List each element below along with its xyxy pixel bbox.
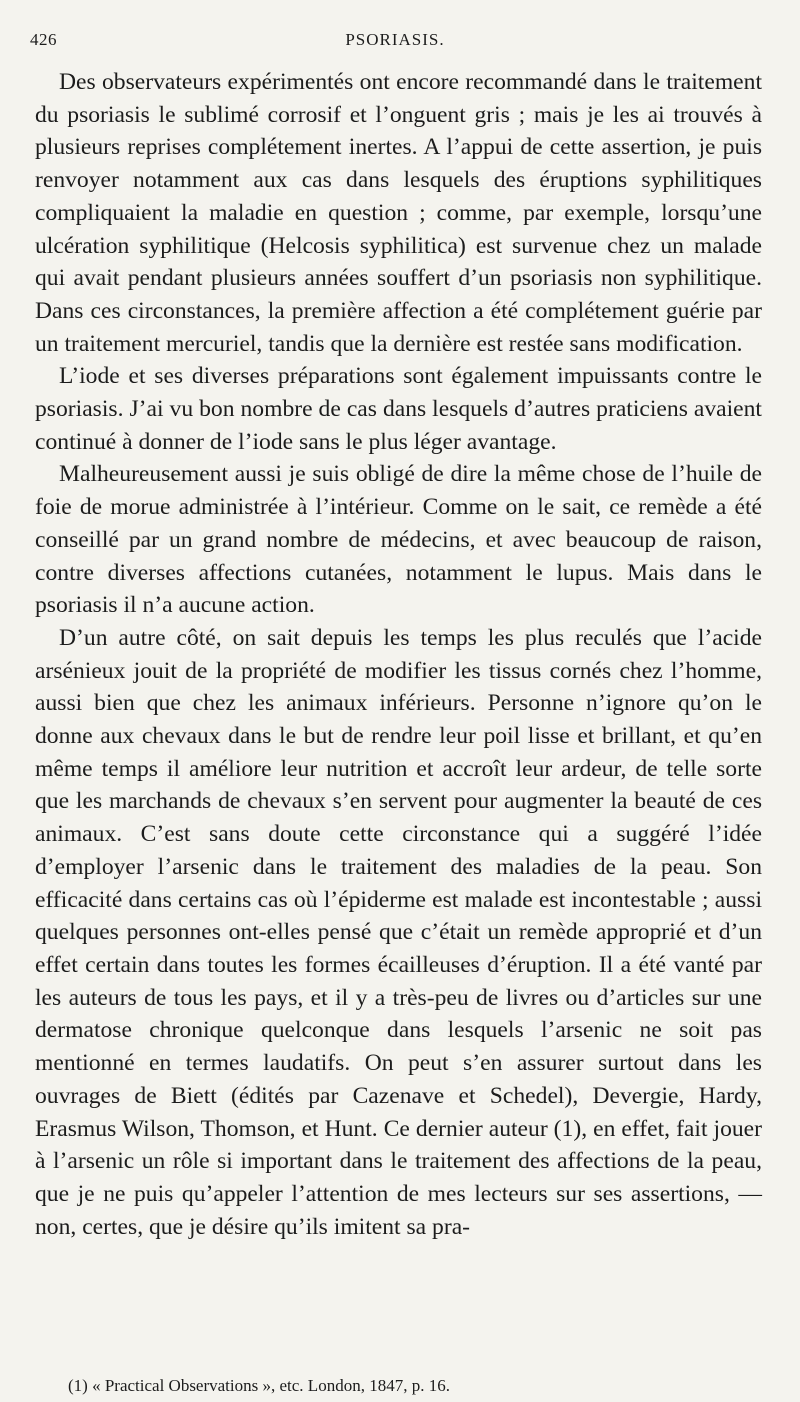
page-number: 426: [30, 30, 57, 49]
running-head: [30, 30, 760, 54]
paragraph: D’un autre côté, on sait depuis les temps les plus reculés que l’acide arsénieux jouit de la propriété de modifier les tissus cornés chez l’homme, aussi bien que chez les animaux inférieurs. Personne n’ignore qu’on le donne aux chevaux dans le but de rendre leur poil lisse et brillant, et qu’en même temps il améliore leur nutrition et accroît leur ardeur, de telle sorte que les marchands de chevaux s’en servent pour augmenter la beauté de ces animaux. C’est sans doute cette circonstance qui a suggéré l’idée d’employer l’arsenic dans le traitement des maladies de la peau. Son efficacité dans certains cas où l’épiderme est malade est incontestable ; aussi quelques personnes ont-elles pensé que c’était un remède approprié et d’un effet certain dans toutes les formes écailleuses d’éruption. Il a été vanté par les auteurs de tous les pays, et il y a très-peu de livres ou d’articles sur une dermatose chronique quelconque dans lesquels l’arsenic ne soit pas mentionné en termes laudatifs. On peut s’en assurer surtout dans les ouvrages de Biett (édités par Cazenave et Schedel), Devergie, Hardy, Erasmus Wilson, Thomson, et Hunt. Ce dernier auteur (1), en effet, fait jouer à l’arsenic un rôle si important dans le traitement des affections de la peau, que je ne puis qu’appeler l’attention de mes lecteurs sur ses assertions, — non, certes, que je désire qu’ils imitent sa pra-: [35, 624, 762, 1240]
paragraph: Malheureusement aussi je suis obligé de dire la même chose de l’huile de foie de morue administrée à l’intérieur. Comme on le sait, ce remède a été conseillé par un grand nombre de médecins, et avec beaucoup de raison, contre diverses affections cutanées, notamment le lupus. Mais dans le psoriasis il n’a aucune action.: [35, 461, 762, 619]
paragraph: L’iode et ses diverses préparations sont également impuissants contre le psoriasis. J’ai vu bon nombre de cas dans lesquels d’autres praticiens avaient continué à donner de l’iode sans le plus léger avantage.: [35, 363, 762, 455]
paragraph: Des observateurs expérimentés ont encore recommandé dans le traitement du psoriasis le sublimé corrosif et l’onguent gris ; mais je les ai trouvés à plusieurs reprises complétement inertes. A l’appui de cette assertion, je puis renvoyer notamment aux cas dans lesquels des éruptions syphilitiques compliquaient la maladie en question ; comme, par exemple, lorsqu’une ulcération syphilitique (Helcosis syphilitica) est survenue chez un malade qui avait pendant plusieurs années souffert d’un psoriasis non syphilitique. Dans ces circonstances, la première affection a été complétement guérie par un traitement mercuriel, tandis que la dernière est restée sans modification.: [35, 69, 762, 357]
running-title: PSORIASIS.: [345, 30, 445, 49]
footnote: (1) « Practical Observations », etc. London, 1847, p. 16.: [68, 1376, 450, 1395]
body-text: [35, 66, 762, 1243]
